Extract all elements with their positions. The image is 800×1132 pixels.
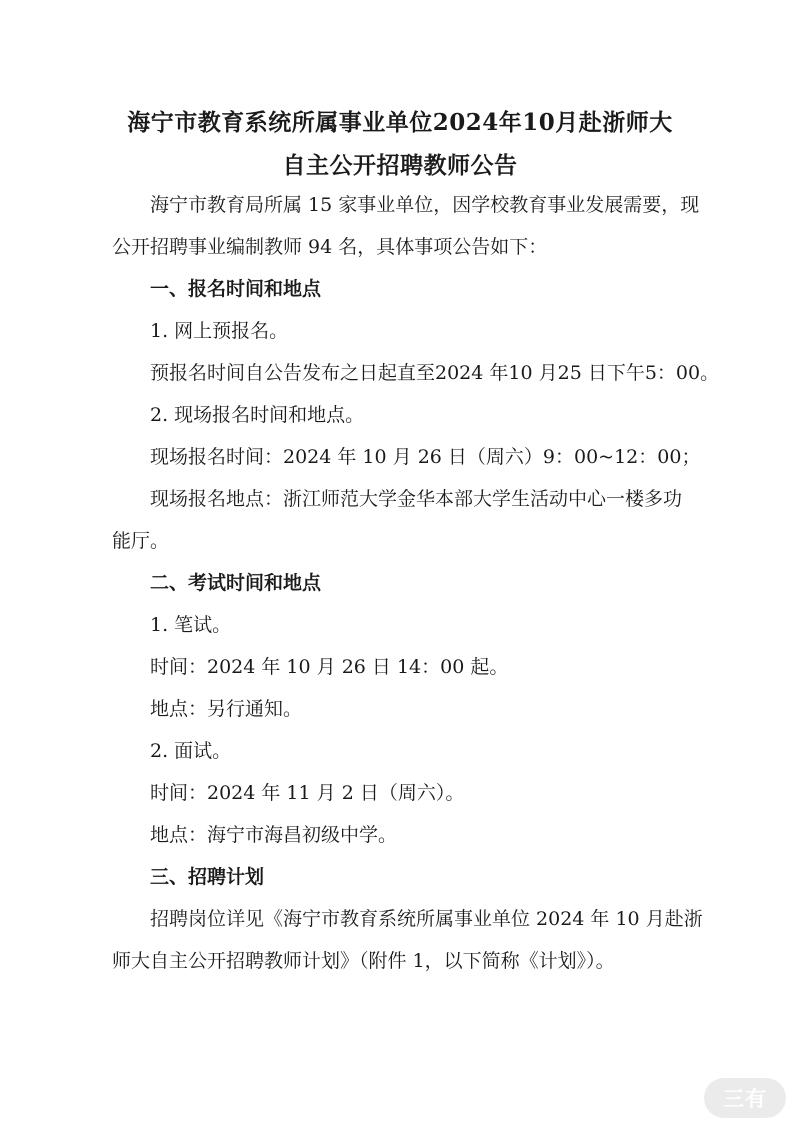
section-1-item-2-place-line-2: 能厅。 bbox=[112, 530, 170, 552]
section-3-heading: 三、招聘计划 bbox=[150, 866, 265, 888]
section-2-item-1-title: 1. 笔试。 bbox=[150, 614, 232, 636]
section-1-item-2-time: 现场报名时间：2024 年 10 月 26 日（周六）9：00~12：00； bbox=[150, 446, 701, 468]
section-2-heading: 二、考试时间和地点 bbox=[150, 572, 322, 594]
intro-paragraph-line-2: 公开招聘事业编制教师 94 名，具体事项公告如下： bbox=[112, 236, 548, 258]
section-1-item-2-title: 2. 现场报名时间和地点。 bbox=[150, 404, 365, 426]
section-1-heading: 一、报名时间和地点 bbox=[150, 278, 322, 300]
document-title-line-1: 海宁市教育系统所属事业单位2024年10月赴浙师大 bbox=[127, 109, 673, 136]
section-2-item-1-time: 时间：2024 年 10 月 26 日 14：00 起。 bbox=[150, 656, 509, 678]
section-2-item-2-title: 2. 面试。 bbox=[150, 740, 232, 762]
section-3-text-line-1: 招聘岗位详见《海宁市教育系统所属事业单位 2024 年 10 月赴浙 bbox=[150, 908, 703, 930]
section-2-item-2-time: 时间：2024 年 11 月 2 日（周六）。 bbox=[150, 782, 465, 804]
intro-paragraph-line-1: 海宁市教育局所属 15 家事业单位，因学校教育事业发展需要，现 bbox=[150, 194, 700, 216]
section-1-item-2-place-line-1: 现场报名地点：浙江师范大学金华本部大学生活动中心一楼多功 bbox=[150, 488, 683, 510]
document-title-line-2: 自主公开招聘教师公告 bbox=[282, 152, 518, 179]
section-3-text-line-2: 师大自主公开招聘教师计划》（附件 1，以下简称《计划》）。 bbox=[112, 950, 615, 972]
section-1-item-1-title: 1. 网上预报名。 bbox=[150, 320, 289, 342]
section-2-item-1-place: 地点：另行通知。 bbox=[150, 698, 303, 720]
section-1-item-1-text: 预报名时间自公告发布之日起直至2024 年10 月25 日下午5：00。 bbox=[150, 362, 720, 384]
watermark-badge: 三有 bbox=[704, 1078, 786, 1118]
section-2-item-2-place: 地点：海宁市海昌初级中学。 bbox=[150, 824, 398, 846]
